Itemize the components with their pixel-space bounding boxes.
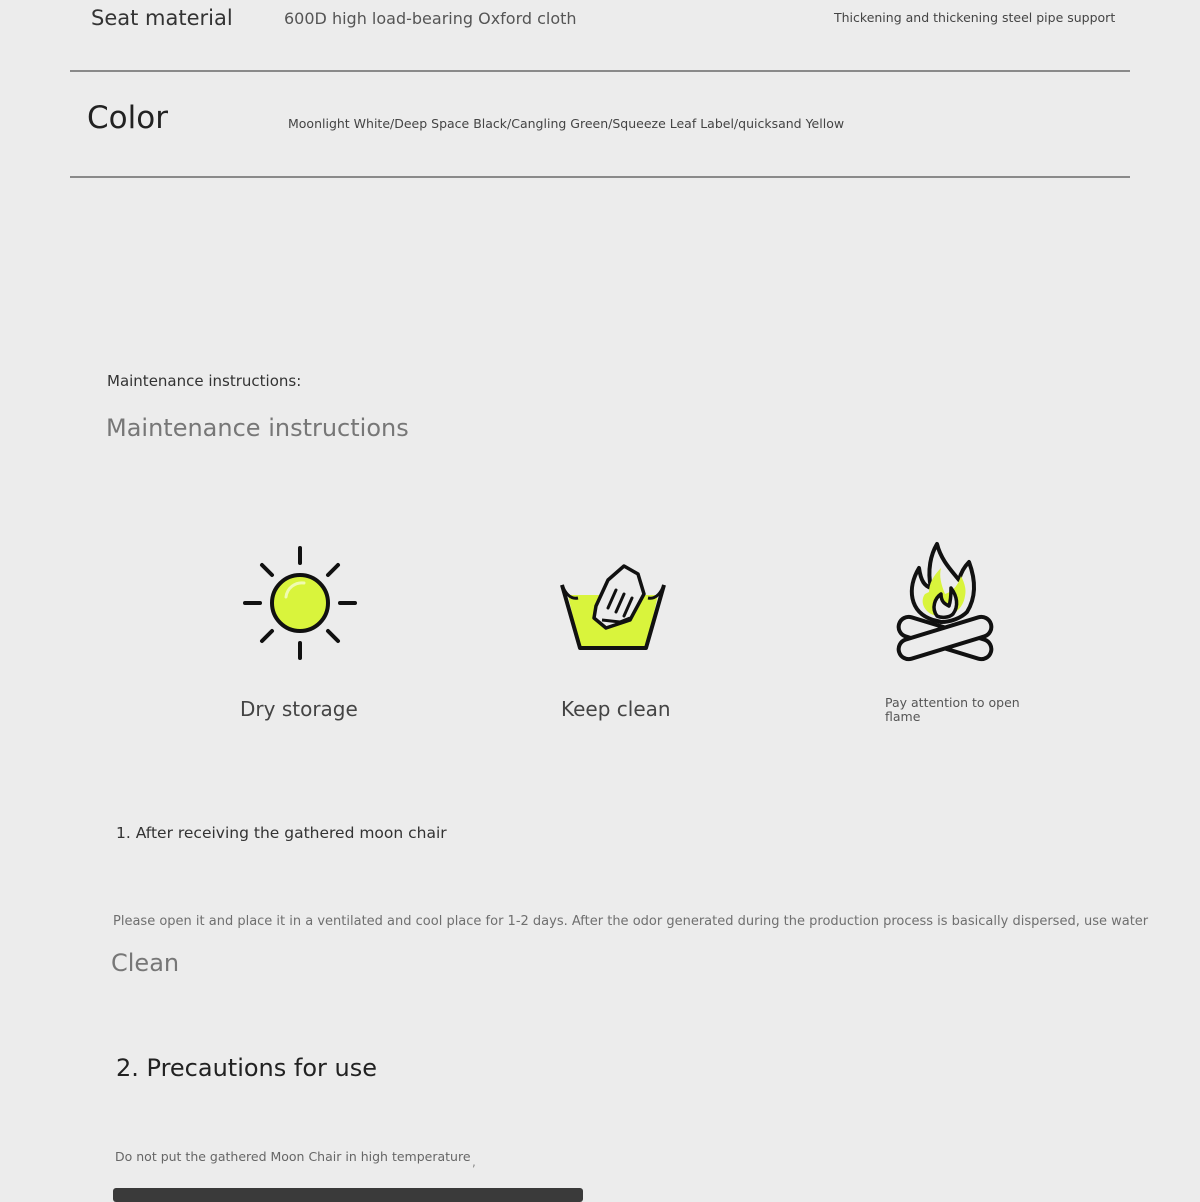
- seat-material-value: 600D high load-bearing Oxford cloth: [284, 9, 577, 28]
- frame-material-value: Thickening and thickening steel pipe support: [834, 10, 1116, 25]
- maintenance-heading: Maintenance instructions: [106, 414, 409, 442]
- color-label: Color: [87, 100, 168, 136]
- campfire-icon: [895, 540, 995, 668]
- maintenance-intro-label: Maintenance instructions:: [107, 372, 302, 390]
- step2-trailing-mark: ,: [472, 1155, 476, 1169]
- step1-body: Please open it and place it in a ventilated and cool place for 1-2 days. After the odor generated during the production process is basically dispersed, use water: [113, 914, 1149, 929]
- open-flame-label: Pay attention to open flame: [885, 695, 1020, 724]
- wash-basin-icon: [558, 560, 670, 655]
- step1-continuation: Clean: [111, 949, 180, 977]
- step2-body: Do not put the gathered Moon Chair in high temperature: [115, 1149, 471, 1164]
- keep-clean-label: Keep clean: [561, 697, 671, 721]
- dry-storage-label: Dry storage: [240, 697, 358, 721]
- color-value: Moonlight White/Deep Space Black/Cangling Green/Squeeze Leaf Label/quicksand Yellow: [288, 116, 845, 131]
- sun-icon: [240, 543, 360, 663]
- seat-material-label: Seat material: [91, 6, 233, 30]
- table-divider: [70, 176, 1130, 178]
- table-divider: [70, 70, 1130, 72]
- step1-title: 1. After receiving the gathered moon chair: [116, 824, 447, 842]
- step2-title: 2. Precautions for use: [116, 1054, 378, 1082]
